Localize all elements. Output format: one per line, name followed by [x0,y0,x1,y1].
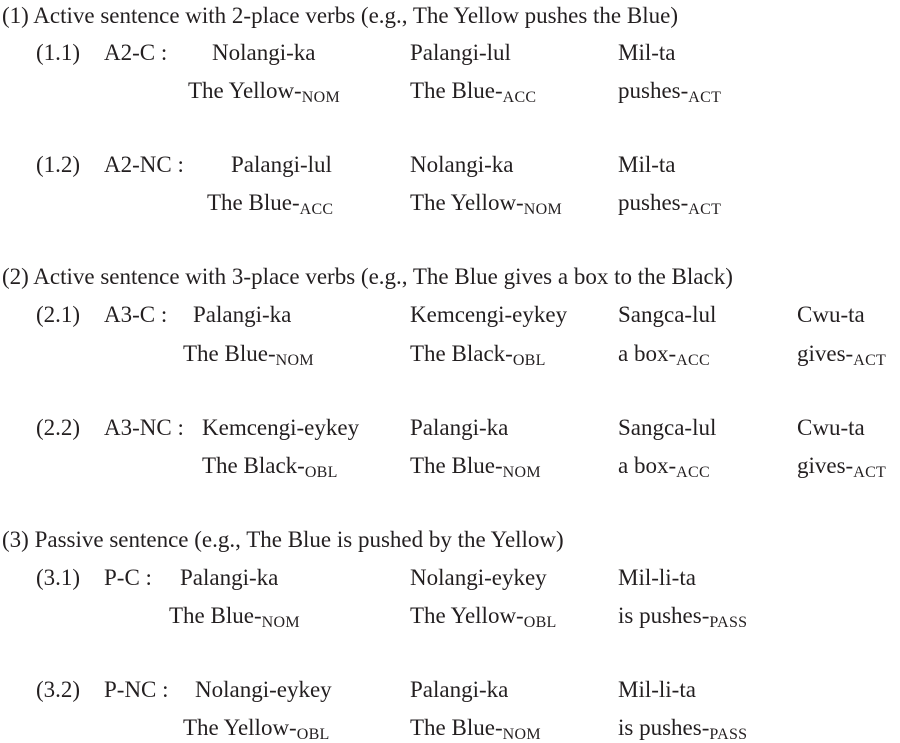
korean-word: Palangi-lul [410,40,511,65]
condition-label: A2-NC : [104,152,184,177]
example-number: (2.1) [36,302,81,327]
korean-word: Cwu-ta [797,302,865,327]
gloss-word: The Blue-NOM [169,603,300,631]
gloss-word: The Black-OBL [202,453,338,481]
case-tag: ACC [502,89,537,106]
korean-word: Kemcengi-eykey [202,415,360,440]
korean-word: Palangi-ka [193,302,292,327]
case-tag: ACC [676,464,710,481]
korean-word: Mil-li-ta [618,677,696,702]
condition-label: P-NC : [104,677,169,702]
gloss-word: The Black-OBL [410,341,546,369]
case-tag: OBL [512,352,546,369]
condition-label: A3-NC : [104,415,184,440]
gloss-word: pushes-ACT [618,78,722,106]
example-number: (3.1) [36,565,81,590]
example-number: (2.2) [36,415,81,440]
example-number: (1.1) [36,40,81,65]
gloss-word: is pushes-PASS [618,715,748,743]
korean-word: Mil-ta [618,152,676,177]
korean-word: Palangi-ka [180,565,279,590]
case-tag: PASS [709,726,748,743]
korean-word: Sangca-lul [618,302,717,327]
section-heading: (2) Active sentence with 3-place verbs (e.g., The Blue gives a box to the Black) [2,264,733,289]
korean-word: Palangi-ka [410,677,509,702]
gloss-word: pushes-ACT [618,190,722,218]
korean-word: Nolangi-ka [212,40,316,65]
case-tag: ACC [676,352,710,369]
case-tag: ACC [299,201,334,218]
korean-word: Nolangi-eykey [195,677,332,702]
gloss-word: The Blue-NOM [410,715,541,743]
gloss-word: The Blue-ACC [207,190,334,218]
gloss-word: The Yellow-OBL [410,603,557,631]
case-tag: OBL [296,726,330,743]
case-tag: ACT [688,201,722,218]
gloss-word: The Yellow-NOM [188,78,340,106]
section-heading: (1) Active sentence with 2-place verbs (e.g., The Yellow pushes the Blue) [2,3,678,28]
case-tag: ACT [853,464,887,481]
korean-word: Cwu-ta [797,415,865,440]
case-tag: NOM [523,201,562,218]
case-tag: NOM [261,614,300,631]
korean-word: Sangca-lul [618,415,717,440]
case-tag: PASS [709,614,748,631]
gloss-word: a box-ACC [618,453,710,481]
case-tag: NOM [301,89,340,106]
section-heading: (3) Passive sentence (e.g., The Blue is pushed by the Yellow) [2,527,564,552]
condition-label: A2-C : [104,40,168,65]
case-tag: NOM [275,352,314,369]
condition-label: P-C : [104,565,152,590]
gloss-word: The Yellow-NOM [410,190,562,218]
korean-word: Nolangi-eykey [410,565,547,590]
case-tag: ACT [853,352,887,369]
gloss-word: is pushes-PASS [618,603,748,631]
gloss-word: The Blue-NOM [410,453,541,481]
korean-word: Mil-ta [618,40,676,65]
case-tag: OBL [523,614,557,631]
gloss-word: The Blue-ACC [410,78,537,106]
gloss-word: a box-ACC [618,341,710,369]
korean-word: Kemcengi-eykey [410,302,568,327]
korean-word: Palangi-lul [231,152,332,177]
condition-label: A3-C : [104,302,168,327]
gloss-word: gives-ACT [797,341,887,369]
gloss-word: gives-ACT [797,453,887,481]
gloss-word: The Yellow-OBL [183,715,330,743]
case-tag: NOM [502,726,541,743]
example-number: (3.2) [36,677,81,702]
case-tag: OBL [304,464,338,481]
korean-word: Mil-li-ta [618,565,696,590]
example-number: (1.2) [36,152,81,177]
korean-word: Nolangi-ka [410,152,514,177]
korean-word: Palangi-ka [410,415,509,440]
case-tag: NOM [502,464,541,481]
case-tag: ACT [688,89,722,106]
gloss-word: The Blue-NOM [183,341,314,369]
